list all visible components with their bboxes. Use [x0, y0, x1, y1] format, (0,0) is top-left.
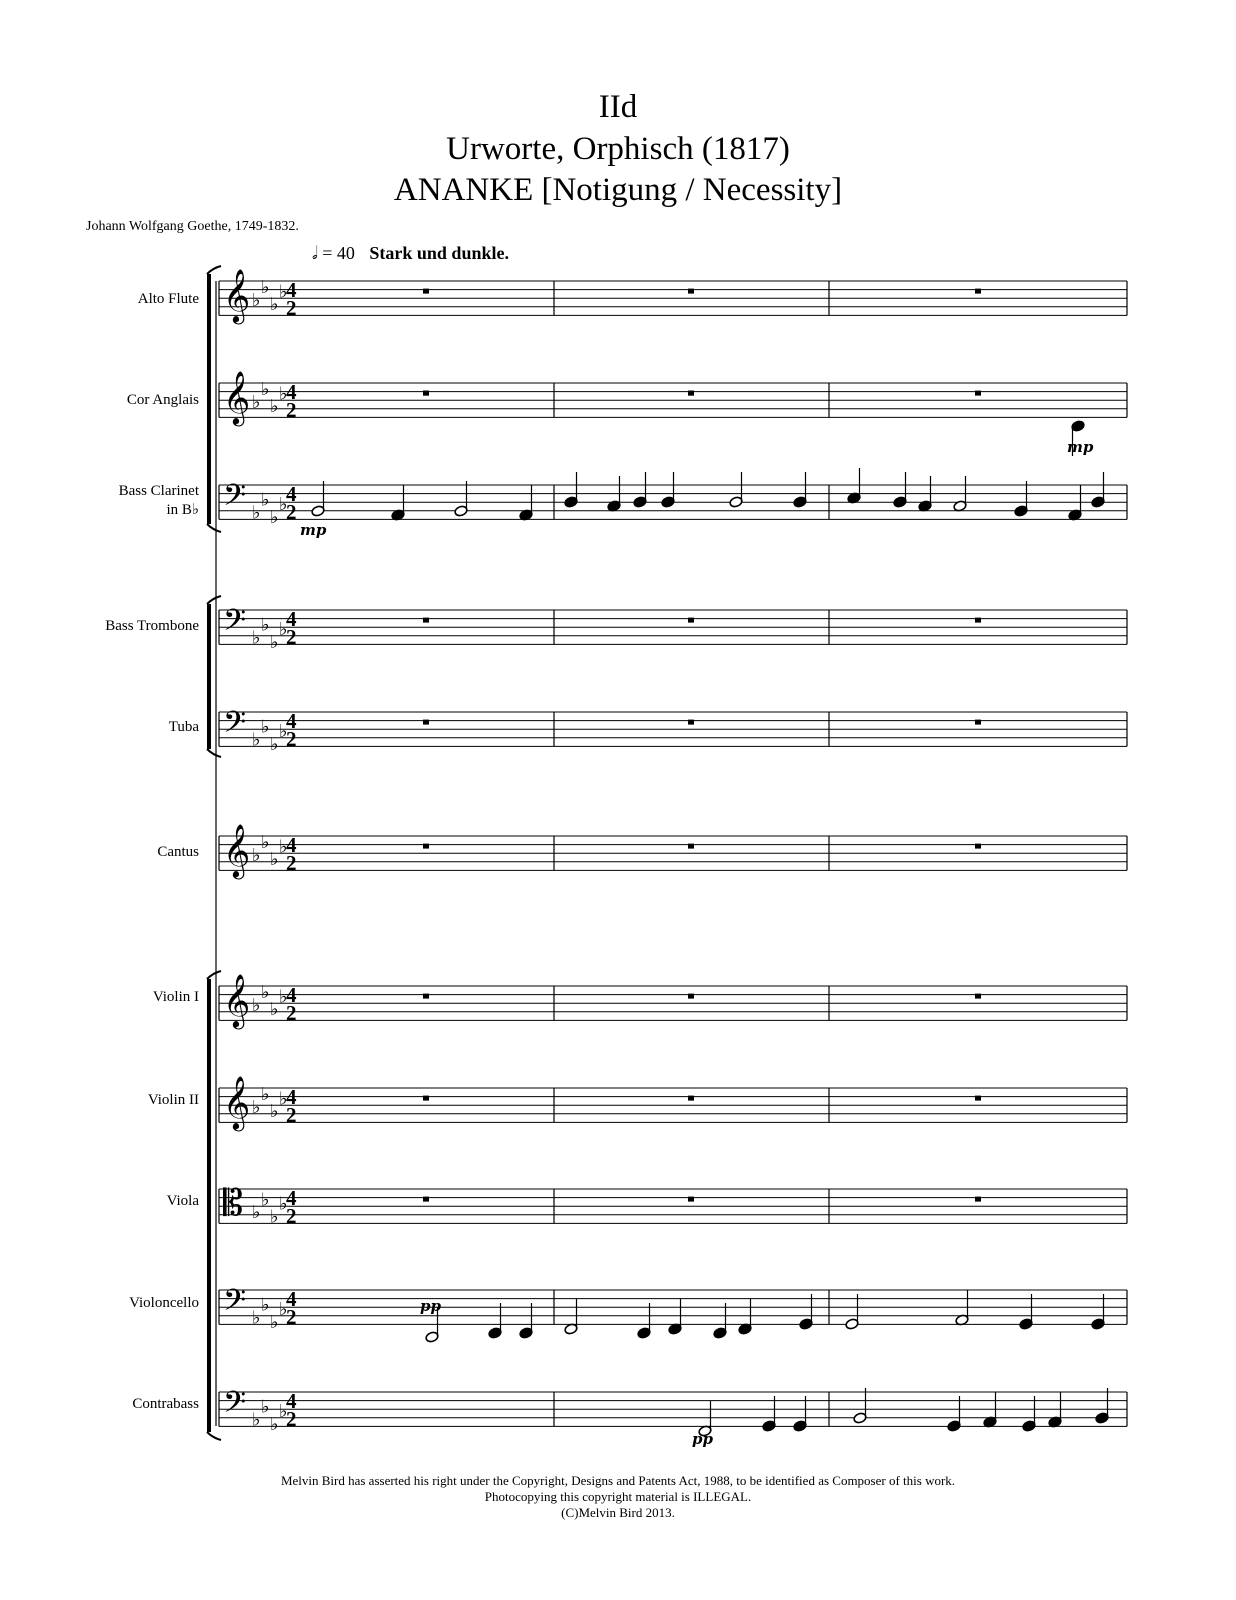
treble-clef-icon: 𝄞 — [223, 268, 251, 322]
staff-7 — [219, 973, 1127, 1029]
flat-icon: ♭ — [252, 994, 261, 1016]
flat-icon: ♭ — [270, 1206, 279, 1228]
dynamic-cor-anglais: mp — [1067, 438, 1094, 456]
flat-icon: ♭ — [270, 506, 279, 528]
alto-clef-icon: 𝄡 — [223, 1183, 244, 1224]
flat-icon: ♭ — [261, 1189, 270, 1211]
staff-4 — [219, 604, 1127, 653]
label-violin-2: Violin II — [147, 1092, 199, 1108]
violoncello-note — [799, 1294, 813, 1330]
time-signature-bottom: 2 — [286, 625, 297, 649]
flat-icon: ♭ — [252, 502, 261, 524]
whole-rest-icon — [975, 1096, 981, 1101]
staff-6 — [219, 823, 1127, 879]
contrabass-note — [853, 1388, 867, 1424]
title-subtitle: ANANKE [Notigung / Necessity] — [393, 172, 843, 208]
flat-icon: ♭ — [252, 289, 261, 311]
flat-icon: ♭ — [261, 1396, 270, 1418]
half-note-icon: 𝅗𝅥 — [312, 243, 318, 264]
label-violoncello: Violoncello — [129, 1295, 199, 1311]
time-signature-top: 4 — [286, 482, 297, 506]
time-signature-top: 4 — [286, 380, 297, 404]
whole-rest-icon — [423, 1096, 429, 1101]
title-number: IId — [598, 89, 638, 125]
notes — [311, 289, 1109, 1437]
flat-icon: ♭ — [270, 1311, 279, 1333]
label-bass-clarinet-line2: in B♭ — [166, 502, 199, 518]
flat-icon: ♭ — [270, 1101, 279, 1123]
violoncello-note — [519, 1303, 533, 1339]
violoncello-note — [637, 1303, 651, 1339]
violoncello-note — [488, 1303, 502, 1339]
flat-icon: ♭ — [252, 729, 261, 751]
flat-icon: ♭ — [279, 1088, 288, 1110]
flat-icon: ♭ — [261, 716, 270, 738]
violoncello-note — [955, 1290, 969, 1326]
time-signature-bottom: 2 — [286, 500, 297, 524]
flat-icon: ♭ — [279, 383, 288, 405]
flat-icon: ♭ — [261, 832, 270, 853]
staff-8 — [219, 1075, 1127, 1131]
whole-rest-icon — [688, 844, 694, 849]
flat-icon: ♭ — [252, 844, 261, 866]
label-contrabass: Contrabass — [132, 1396, 199, 1412]
footer-line-1: Melvin Bird has asserted his right under the Copyright, Designs and Patents Act, 1988, to be identified as Composer of this work. — [280, 1473, 956, 1488]
bass-clarinet-note — [1068, 485, 1082, 521]
flat-icon: ♭ — [270, 631, 279, 653]
flat-icon: ♭ — [261, 489, 270, 511]
whole-rest-icon — [975, 289, 981, 294]
contrabass-note — [1048, 1392, 1062, 1428]
whole-rest-icon — [423, 720, 429, 725]
flat-icon: ♭ — [261, 277, 270, 298]
flat-icon: ♭ — [252, 1202, 261, 1224]
flat-icon: ♭ — [270, 849, 279, 871]
contrabass-note — [947, 1396, 961, 1432]
flat-icon: ♭ — [252, 391, 261, 413]
time-signature-bottom: 2 — [286, 1103, 297, 1127]
flat-icon: ♭ — [270, 396, 279, 418]
violoncello-note — [845, 1294, 859, 1330]
treble-clef-icon: 𝄞 — [223, 823, 251, 877]
flat-icon: ♭ — [279, 618, 288, 640]
flat-icon: ♭ — [252, 1409, 261, 1431]
contrabass-note — [1022, 1396, 1036, 1432]
flat-icon: ♭ — [270, 999, 279, 1021]
flat-icon: ♭ — [261, 1084, 270, 1105]
label-viola: Viola — [166, 1193, 199, 1209]
staff-11 — [219, 1386, 1127, 1435]
staff-9 — [219, 1183, 1127, 1228]
label-cantus: Cantus — [157, 844, 199, 860]
time-signature-top: 4 — [286, 278, 297, 302]
whole-rest-icon — [975, 618, 981, 623]
flat-icon: ♭ — [261, 614, 270, 636]
flat-icon: ♭ — [279, 720, 288, 742]
label-bass-clarinet-line1: Bass Clarinet — [118, 483, 199, 499]
flat-icon: ♭ — [270, 1413, 279, 1435]
footer-line-2: Photocopying this copyright material is ILLEGAL. — [484, 1489, 752, 1504]
flat-icon: ♭ — [252, 627, 261, 649]
flat-icon: ♭ — [279, 1400, 288, 1422]
poet-credit: Johann Wolfgang Goethe, 1749-1832. — [86, 219, 299, 234]
label-tuba: Tuba — [168, 719, 199, 735]
dynamic-bass-clarinet: mp — [300, 521, 327, 539]
label-alto-flute: Alto Flute — [137, 291, 199, 307]
flat-icon: ♭ — [252, 1307, 261, 1329]
time-signature-bottom: 2 — [286, 1204, 297, 1228]
whole-rest-icon — [423, 391, 429, 396]
bass-clarinet-note — [633, 472, 647, 508]
bass-clarinet-note — [729, 472, 743, 508]
staff-5 — [219, 706, 1127, 755]
contrabass-note — [762, 1396, 776, 1432]
whole-rest-icon — [975, 994, 981, 999]
staves — [207, 266, 1127, 1440]
bass-clarinet-note — [661, 472, 675, 508]
flat-icon: ♭ — [270, 294, 279, 316]
whole-rest-icon — [423, 289, 429, 294]
time-signature-top: 4 — [286, 1186, 297, 1210]
whole-rest-icon — [688, 1197, 694, 1202]
bass-clef-icon: 𝄢 — [223, 479, 247, 520]
time-signature-bottom: 2 — [286, 851, 297, 875]
footer-line-3: (C)Melvin Bird 2013. — [561, 1505, 675, 1520]
contrabass-note — [1095, 1388, 1109, 1424]
whole-rest-icon — [423, 994, 429, 999]
label-bass-trombone: Bass Trombone — [105, 618, 199, 634]
violoncello-note — [738, 1299, 752, 1335]
flat-icon: ♭ — [261, 1294, 270, 1316]
treble-clef-icon: 𝄞 — [223, 370, 251, 424]
time-signature-top: 4 — [286, 833, 297, 857]
flat-icon: ♭ — [279, 281, 288, 303]
bass-clarinet-note — [1014, 481, 1028, 517]
violoncello-note — [713, 1303, 727, 1339]
flat-icon: ♭ — [279, 1298, 288, 1320]
dynamic-contrabass: pp — [692, 1430, 713, 1448]
time-signature-top: 4 — [286, 1085, 297, 1109]
bass-clarinet-note — [311, 481, 325, 517]
bass-clarinet-note — [1091, 472, 1105, 508]
bass-clarinet-note — [847, 468, 861, 504]
time-signature-bottom: 2 — [286, 296, 297, 320]
staff-1 — [219, 268, 1127, 324]
whole-rest-icon — [975, 720, 981, 725]
time-signature-bottom: 2 — [286, 1305, 297, 1329]
bass-clarinet-note — [564, 472, 578, 508]
bass-clarinet-note — [391, 485, 405, 521]
contrabass-note — [983, 1392, 997, 1428]
staff-2 — [219, 370, 1127, 426]
time-signature-top: 4 — [286, 983, 297, 1007]
time-signature-bottom: 2 — [286, 1001, 297, 1025]
flat-icon: ♭ — [279, 493, 288, 515]
time-signature-bottom: 2 — [286, 398, 297, 422]
whole-rest-icon — [688, 289, 694, 294]
flat-icon: ♭ — [261, 982, 270, 1003]
copyright-footer — [0, 1473, 1236, 1521]
time-signature-top: 4 — [286, 709, 297, 733]
whole-rest-icon — [688, 720, 694, 725]
violoncello-note — [1019, 1294, 1033, 1330]
whole-rest-icon — [975, 844, 981, 849]
bass-clef-icon: 𝄢 — [223, 706, 247, 747]
violoncello-note — [1091, 1294, 1105, 1330]
tempo-value: = 40 — [322, 243, 355, 263]
whole-rest-icon — [688, 994, 694, 999]
whole-rest-icon — [423, 844, 429, 849]
contrabass-note — [793, 1396, 807, 1432]
bass-clarinet-note — [454, 481, 468, 517]
treble-clef-icon: 𝄞 — [223, 973, 251, 1027]
time-signature-bottom: 2 — [286, 1407, 297, 1431]
flat-icon: ♭ — [252, 1096, 261, 1118]
whole-rest-icon — [975, 1197, 981, 1202]
violoncello-note — [668, 1299, 682, 1335]
title-poem: Urworte, Orphisch (1817) — [446, 131, 790, 167]
time-signature-top: 4 — [286, 1287, 297, 1311]
flat-icon: ♭ — [279, 986, 288, 1008]
label-cor-anglais: Cor Anglais — [126, 392, 199, 408]
flat-icon: ♭ — [279, 1193, 288, 1215]
treble-clef-icon: 𝄞 — [223, 1075, 251, 1129]
whole-rest-icon — [688, 618, 694, 623]
violoncello-note — [564, 1299, 578, 1335]
whole-rest-icon — [688, 1096, 694, 1101]
whole-rest-icon — [688, 391, 694, 396]
flat-icon: ♭ — [261, 379, 270, 400]
flat-icon: ♭ — [270, 733, 279, 755]
bass-clef-icon: 𝄢 — [223, 1386, 247, 1427]
bass-clarinet-note — [519, 485, 533, 521]
whole-rest-icon — [423, 1197, 429, 1202]
tempo-text: Stark und dunkle. — [369, 243, 509, 263]
bass-clarinet-note — [793, 472, 807, 508]
bass-clarinet-note — [893, 472, 907, 508]
bass-clef-icon: 𝄢 — [223, 604, 247, 645]
bass-clef-icon: 𝄢 — [223, 1284, 247, 1325]
dynamic-violoncello: pp — [420, 1297, 441, 1315]
label-violin-1: Violin I — [152, 989, 199, 1005]
time-signature-top: 4 — [286, 607, 297, 631]
whole-rest-icon — [423, 618, 429, 623]
whole-rest-icon — [975, 391, 981, 396]
flat-icon: ♭ — [279, 836, 288, 858]
time-signature-bottom: 2 — [286, 727, 297, 751]
time-signature-top: 4 — [286, 1389, 297, 1413]
